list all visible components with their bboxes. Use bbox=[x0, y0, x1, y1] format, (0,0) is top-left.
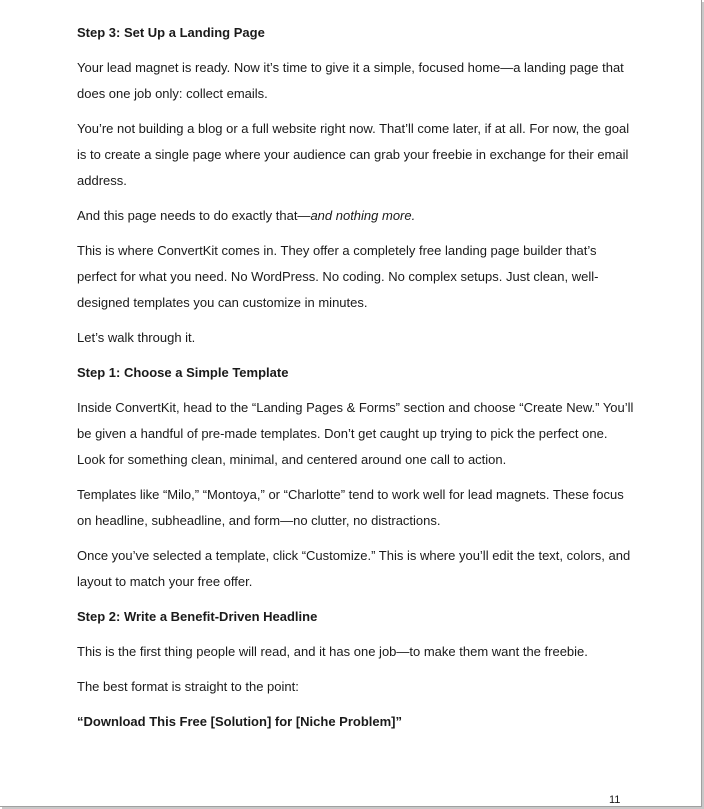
section-heading-step-2: Step 2: Write a Benefit-Driven Headline bbox=[77, 609, 318, 624]
body-paragraph: Once you’ve selected a template, click “Customize.” This is where you’ll edit the text, colors, and layout to match your free offer. bbox=[77, 548, 631, 589]
body-paragraph: Templates like “Milo,” “Montoya,” or “Charlotte” tend to work well for lead magnets. These focus on headline, subheadline, and form—no clutter, no distractions. bbox=[77, 487, 624, 528]
page-number: 11 bbox=[609, 794, 621, 806]
page-content bbox=[77, 20, 637, 744]
body-text: And this page needs to do exactly that— bbox=[77, 208, 311, 223]
body-paragraph: Let’s walk through it. bbox=[77, 330, 196, 345]
body-paragraph: The best format is straight to the point: bbox=[77, 679, 299, 694]
body-paragraph: Your lead magnet is ready. Now it’s time to give it a simple, focused home—a landing page that does one job only: collect emails. bbox=[77, 60, 624, 101]
emphasized-text: and nothing more. bbox=[310, 208, 416, 223]
body-paragraph: This is the first thing people will read, and it has one job—to make them want the freebie. bbox=[77, 644, 588, 659]
body-paragraph: You’re not building a blog or a full website right now. That’ll come later, if at all. For now, the goal is to create a single page where your audience can grab your freebie in exchange for their email address. bbox=[77, 121, 630, 188]
body-paragraph: Inside ConvertKit, head to the “Landing Pages & Forms” section and choose “Create New.” You’ll be given a handful of pre-made templates. Don’t get caught up trying to pick the perfect one. Look for something clean, minimal, and centered around one call to action. bbox=[77, 400, 634, 467]
headline-example: “Download This Free [Solution] for [Niche Problem]” bbox=[77, 714, 403, 729]
body-paragraph: This is where ConvertKit comes in. They offer a completely free landing page builder that’s perfect for what you need. No WordPress. No coding. No complex setups. Just clean, well-designed templates you can customize in minutes. bbox=[77, 243, 599, 310]
section-heading-step-3: Step 3: Set Up a Landing Page bbox=[77, 25, 265, 40]
body-paragraph bbox=[77, 203, 637, 229]
section-heading-step-1: Step 1: Choose a Simple Template bbox=[77, 365, 289, 380]
